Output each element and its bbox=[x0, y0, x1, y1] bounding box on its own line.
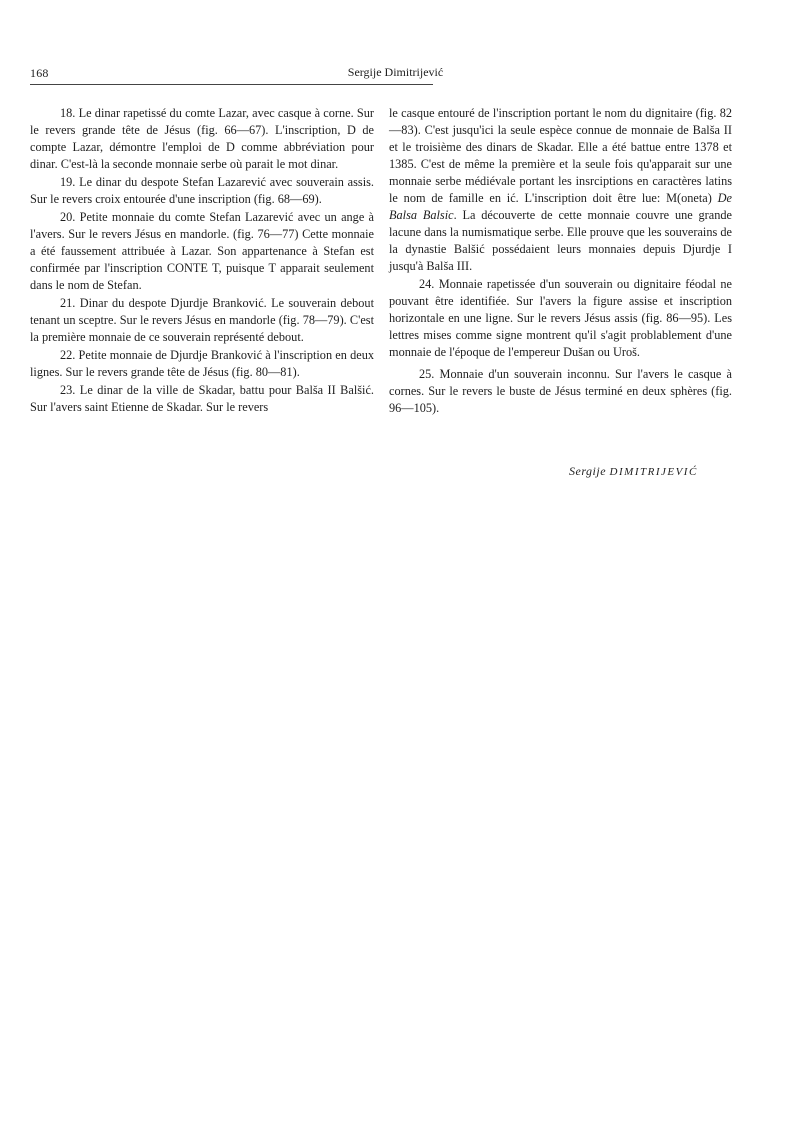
paragraph-23-text-b: . La découverte de cette monnaie couvre une grande lacune dans la numismatique serbe. Elle prouve que les souverains de la dynastie Balšić possédaient leurs monnaies depuis Djurdje I jusqu'à Balša III. bbox=[389, 208, 732, 273]
author-signature bbox=[569, 464, 698, 479]
paragraph-23-text-a: le casque entouré de l'inscription portant le nom du dignitaire (fig. 82—83). C'est jusqu'ici la seule espèce connue de monnaie de Balša II et le troisième des dinars de Skadar. Elle a été battue entre 1378 et 1385. C'est de même la première et la seule fois qu'apparait sur une monnaie serbe médiévale portant les insrciptions en caractères latins le nom de famille en ić. L'inscription doit être lue: M(oneta) bbox=[389, 106, 732, 205]
paragraph-24: 24. Monnaie rapetissée d'un souverain ou dignitaire féodal ne pouvant être identifiée. Sur l'avers la figure assise et inscription horizontale en une ligne. Sur le revers Jésus assis (fig. 86—95). Les lettres mises comme signe montrent qu'il s'agit problablement d'une monnaie de l'époque de l'empereur Dušan ou Uroš. bbox=[389, 277, 732, 359]
paragraph-22: 22. Petite monnaie de Djurdje Branković à l'inscription en deux lignes. Sur le revers grande tête de Jésus (fig. 80—81). bbox=[30, 348, 374, 379]
paragraph-19: 19. Le dinar du despote Stefan Lazarević avec souverain assis. Sur le revers croix entourée d'une inscription (fig. 68—69). bbox=[30, 175, 374, 206]
left-column bbox=[30, 105, 374, 417]
signature-first-name: Sergije bbox=[569, 464, 607, 478]
right-column bbox=[389, 105, 732, 418]
paragraph-20: 20. Petite monnaie du comte Stefan Lazarević avec un ange à l'avers. Sur le revers Jésus en mandorle. (fig. 76—77) Cette monnaie a été faussement attribuée à Lazar. Son appartenance à Stefan est confirmée par l'inscription CONTE T, puisque T apparait seulement dans le nom de Stefan. bbox=[30, 210, 374, 292]
running-head: Sergije Dimitrijević bbox=[347, 65, 444, 79]
paragraph-25: 25. Monnaie d'un souverain inconnu. Sur l'avers le casque à cornes. Sur le revers le buste de Jésus terminé en deux sphères (fig. 96—105). bbox=[389, 367, 732, 415]
page-number: 168 bbox=[30, 66, 49, 80]
paragraph-23-continued bbox=[389, 105, 732, 275]
header-rule bbox=[30, 84, 433, 85]
paragraph-23-start: 23. Le dinar de la ville de Skadar, battu pour Balša II Balšić. Sur l'avers saint Etienne de Skadar. Sur le revers bbox=[30, 383, 374, 414]
paragraph-21: 21. Dinar du despote Djurdje Branković. Le souverain debout tenant un sceptre. Sur le revers Jésus en mandorle (fig. 78—79). C'est la première monnaie de ce souverain représenté debout. bbox=[30, 296, 374, 344]
inscription-reading: De Balsa Balsic bbox=[389, 191, 732, 222]
signature-surname: DIMITRIJEVIĆ bbox=[609, 466, 698, 478]
paragraph-18: 18. Le dinar rapetissé du comte Lazar, avec casque à corne. Sur le revers grande tête de Jésus (fig. 66—67). L'inscription, D de compte Lazar, démontre l'emploi de D comme abbréviation pour dinar. C'est-là la seconde monnaie serbe où parait le mot dinar. bbox=[30, 106, 374, 171]
